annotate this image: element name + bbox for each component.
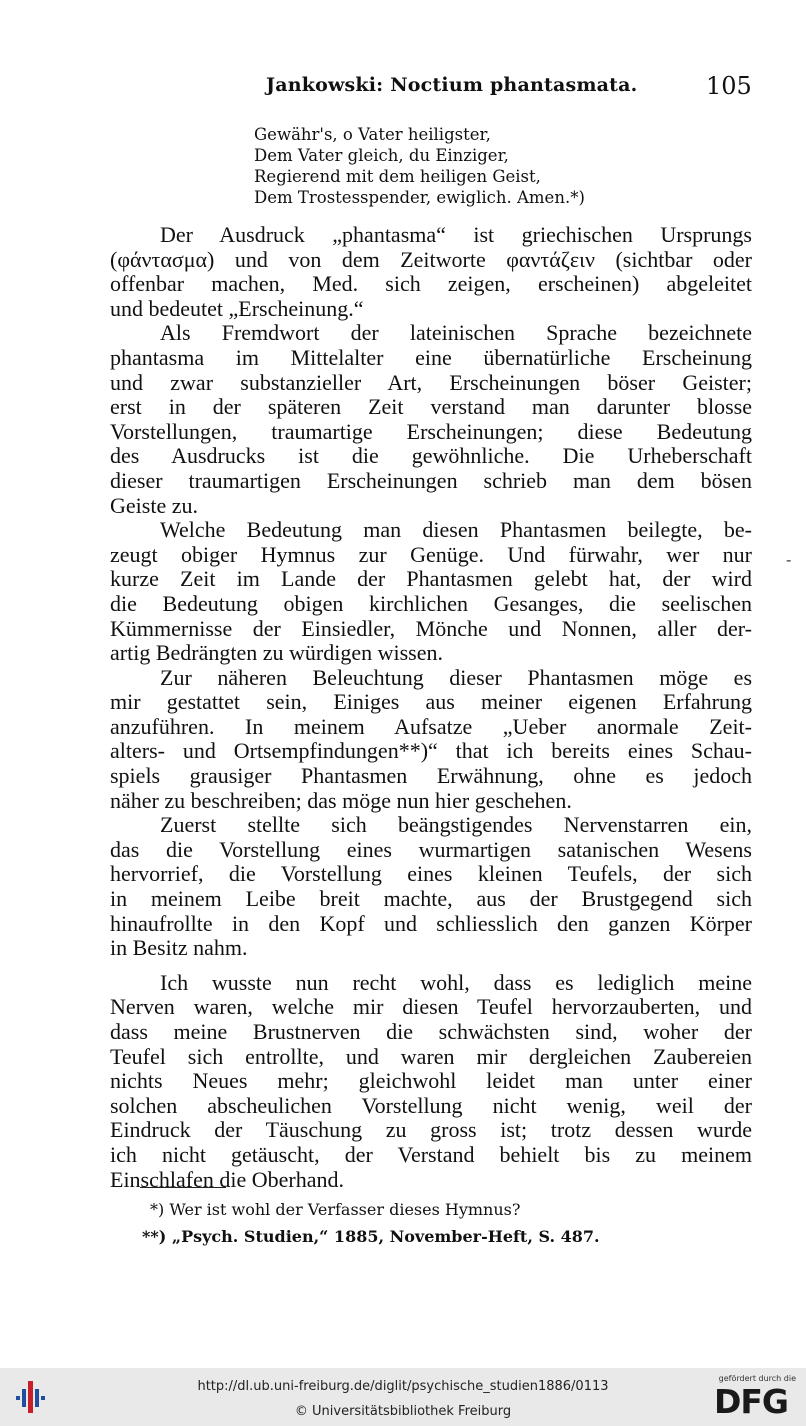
text-line: Kümmernisse der Einsiedler, Mönche und Nonnen, aller der- xyxy=(110,615,752,641)
text-line: alters- und Ortsempfindungen**)“ that ich bereits eines Schau- xyxy=(110,738,752,764)
text-line: Welche Bedeutung man diesen Phantasmen beilegte, be- xyxy=(160,517,752,543)
dfg-sponsor xyxy=(710,1374,796,1422)
running-head: Jankowski: Noctium phantasmata. xyxy=(266,74,638,96)
text-line: näher zu beschreiben; das möge nun hier geschehen. xyxy=(110,787,572,813)
text-line: nichts Neues mehr; gleichwohl leidet man unter einer xyxy=(110,1068,752,1094)
text-line: Geiste zu. xyxy=(110,492,198,518)
copyright-notice: © Universitätsbibliothek Freiburg xyxy=(294,1404,512,1419)
text-line: anzuführen. In meinem Aufsatze „Ueber anormale Zeit- xyxy=(110,713,752,739)
text-line: hinaufrollte in den Kopf und schliesslich den ganzen Körper xyxy=(110,910,752,936)
text-line: phantasma im Mittelalter eine übernatürliche Erscheinung xyxy=(110,344,752,370)
text-line: Zur näheren Beleuchtung dieser Phantasmen möge es xyxy=(160,664,752,690)
footnotes xyxy=(142,1196,600,1250)
footnote: *) Wer ist wohl der Verfasser dieses Hymnus? xyxy=(150,1200,521,1219)
text-line: solchen abscheulichen Vorstellung nicht wenig, weil der xyxy=(110,1092,752,1118)
text-line: das die Vorstellung eines wurmartigen satanischen Wesens xyxy=(110,836,752,862)
text-line: in meinem Leibe breit machte, aus der Brustgegend sich xyxy=(110,886,752,912)
text-line: und zwar substanzieller Art, Erscheinungen böser Geister; xyxy=(110,369,752,395)
hymn-verse: Gewähr's, o Vater heiligster, xyxy=(254,125,491,144)
footnote-divider xyxy=(140,1187,226,1188)
text-line: zeugt obiger Hymnus zur Genüge. Und fürwahr, wer nur xyxy=(110,541,752,567)
body-text xyxy=(110,223,752,1192)
text-line: und bedeutet „Erscheinung.“ xyxy=(110,295,364,321)
hymn-verse: Dem Vater gleich, du Einziger, xyxy=(254,146,509,165)
hymn-verse-block xyxy=(254,124,585,208)
text-line: ich nicht getäuscht, der Verstand behielt bis zu meinem xyxy=(110,1141,752,1167)
source-url-link[interactable]: http://dl.ub.uni-freiburg.de/diglit/psychische_studien1886/0113 xyxy=(197,1379,609,1394)
text-line: Zuerst stellte sich beängstigendes Nervenstarren ein, xyxy=(160,812,752,838)
text-line: Ich wusste nun recht wohl, dass es lediglich meine xyxy=(160,969,752,995)
text-line: Der Ausdruck „phantasma“ ist griechischen Ursprungs xyxy=(160,222,752,247)
text-line: dass meine Brustnerven die schwächsten sind, woher der xyxy=(110,1019,752,1044)
text-line: hervorrief, die Vorstellung eines kleinen Teufels, der sich xyxy=(110,861,752,887)
text-line: artig Bedrängten zu würdigen wissen. xyxy=(110,640,443,666)
text-line: die Bedeutung obigen kirchlichen Gesanges, die seelischen xyxy=(110,590,752,616)
text-line: spiels grausiger Phantasmen Erwähnung, ohne es jedoch xyxy=(110,763,752,789)
page-number: 105 xyxy=(706,72,752,100)
text-line: Eindruck der Täuschung zu gross ist; trotz dessen wurde xyxy=(110,1117,752,1143)
hymn-verse: Dem Trostesspender, ewiglich. Amen.*) xyxy=(254,188,585,207)
text-line: Als Fremdwort der lateinischen Sprache bezeichnete xyxy=(160,320,752,346)
footnote: **) „Psych. Studien,“ 1885, November-Heft, S. 487. xyxy=(142,1227,600,1246)
hymn-verse: Regierend mit dem heiligen Geist, xyxy=(254,167,541,186)
text-line: des Ausdrucks ist die gewöhnliche. Die Urheberschaft xyxy=(110,443,752,469)
dfg-caption: gefördert durch die xyxy=(718,1374,796,1383)
text-line: (φάντασμα) und von dem Zeitworte φαντάζειν (sichtbar oder xyxy=(110,246,752,272)
margin-mark: - xyxy=(786,550,792,569)
text-line: kurze Zeit im Lande der Phantasmen gelebt hat, der wird xyxy=(110,566,752,592)
viewer-footer xyxy=(0,1368,806,1426)
text-line: offenbar machen, Med. sich zeigen, erscheinen) abgeleitet xyxy=(110,271,752,297)
text-line: Teufel sich entrollte, und waren mir dergleichen Zaubereien xyxy=(110,1043,752,1069)
dfg-logo: DFG xyxy=(714,1382,789,1421)
text-line: Nerven waren, welche mir diesen Teufel hervorzauberten, und xyxy=(110,994,752,1020)
text-line: in Besitz nahm. xyxy=(110,935,248,961)
text-line: dieser traumartigen Erscheinungen schrieb man dem bösen xyxy=(110,467,752,493)
text-line: mir gestattet sein, Einiges aus meiner eigenen Erfahrung xyxy=(110,689,752,715)
text-line: erst in der späteren Zeit verstand man darunter blosse xyxy=(110,394,752,420)
text-line: Vorstellungen, traumartige Erscheinungen; diese Bedeutung xyxy=(110,418,752,444)
text-line: Einschlafen die Oberhand. xyxy=(110,1166,344,1192)
